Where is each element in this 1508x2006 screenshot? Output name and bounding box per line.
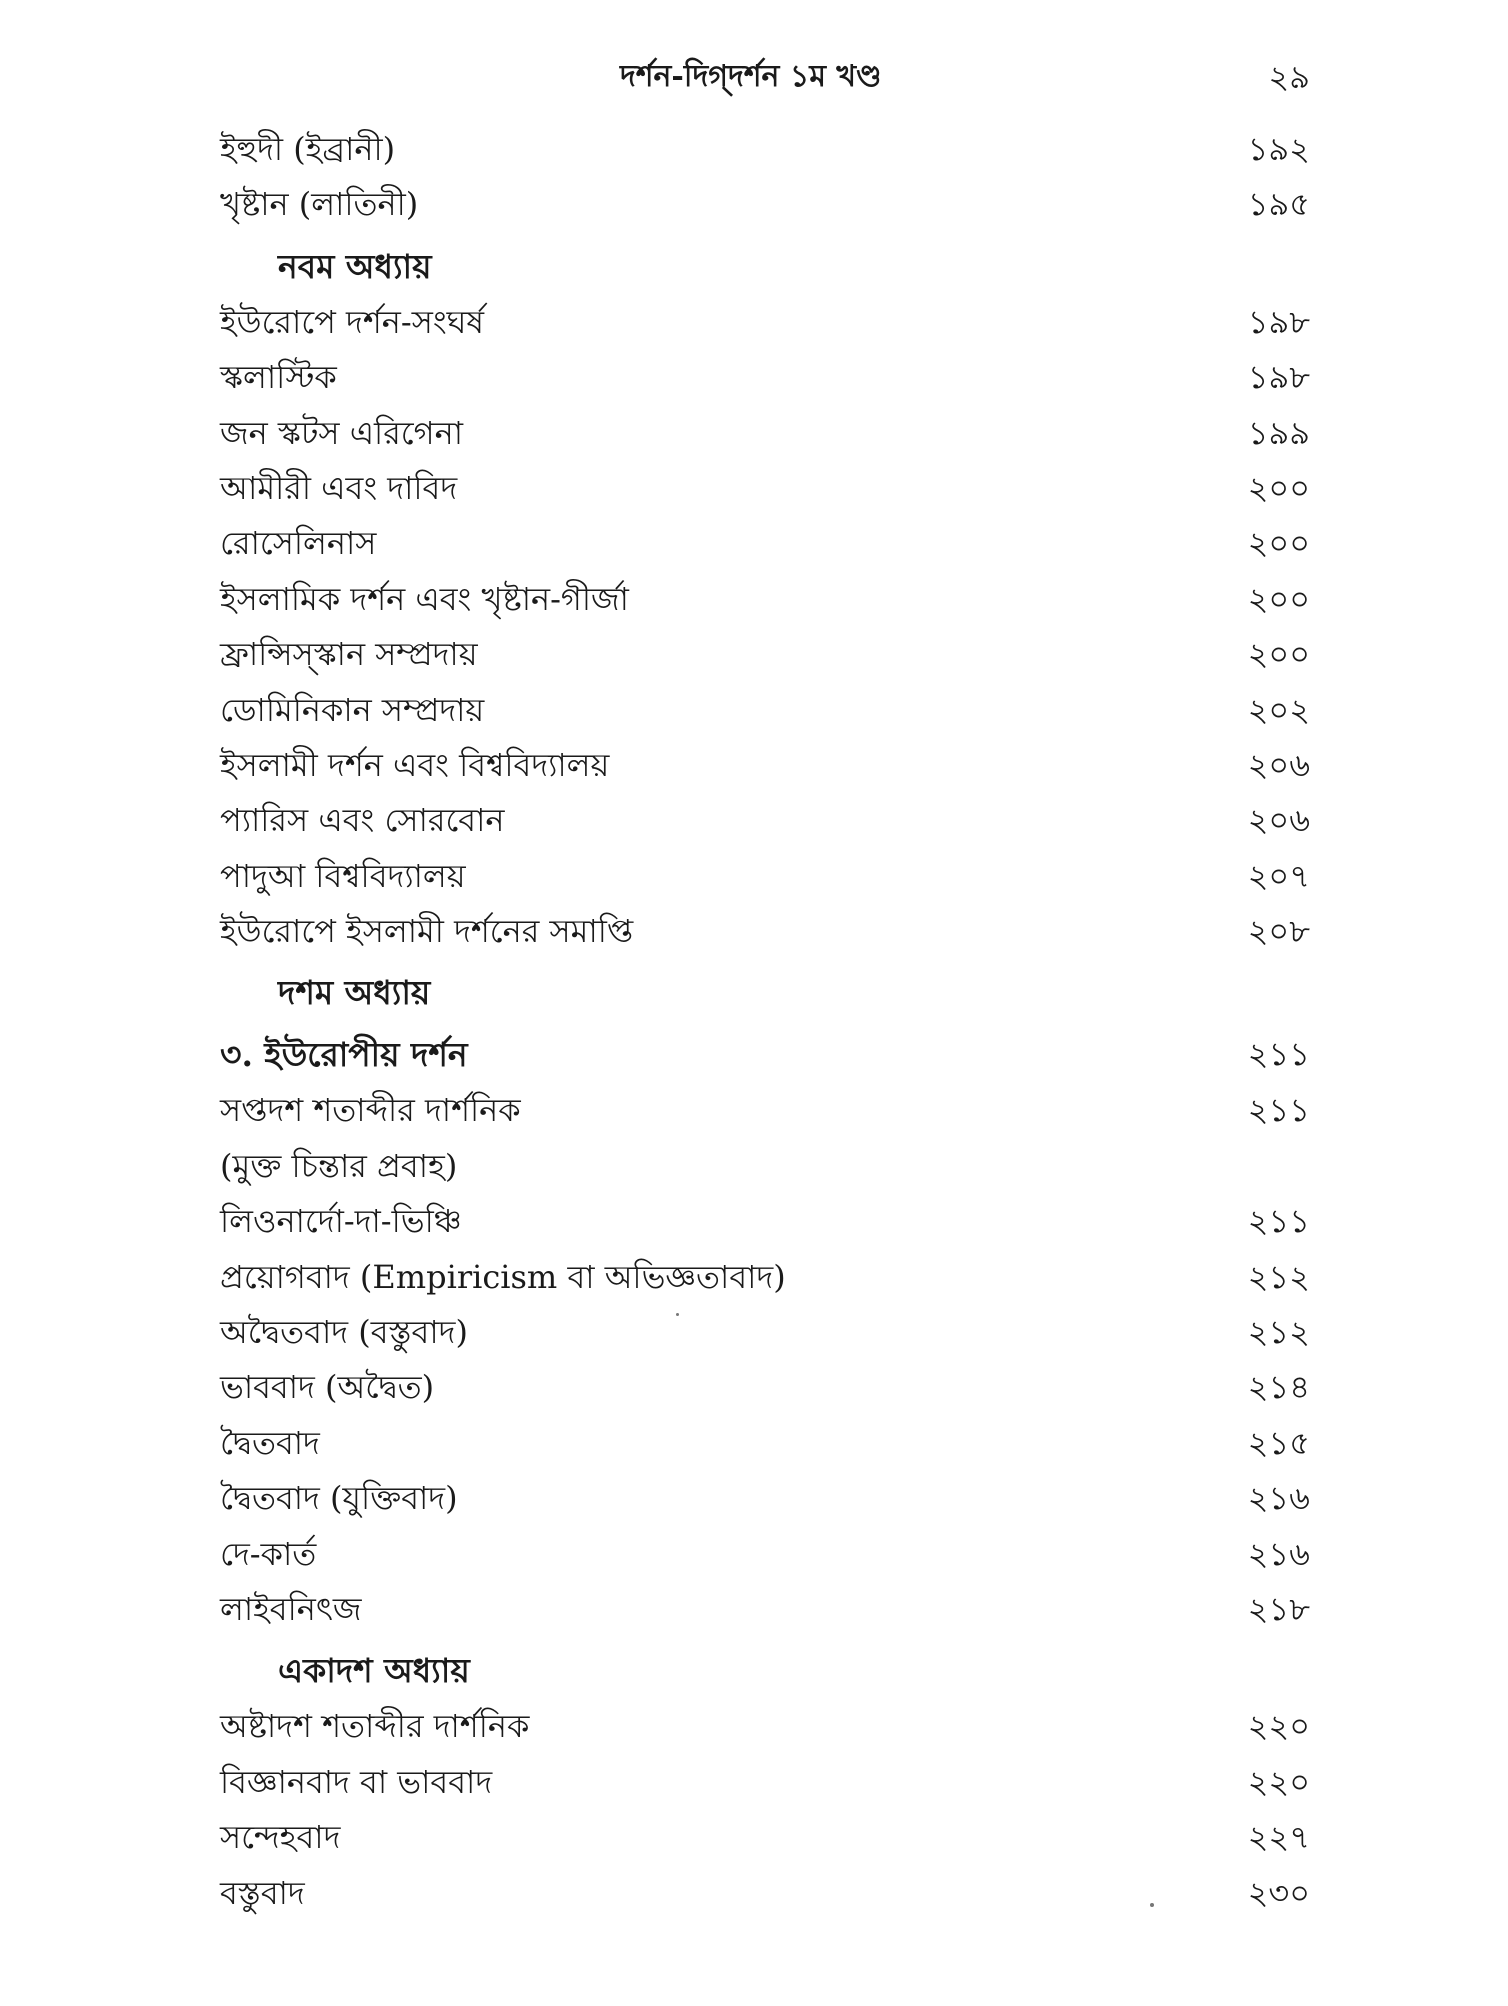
toc-entry (220, 1862, 1310, 1917)
toc-entry-page: ১৯২ (1247, 130, 1310, 168)
toc-entry (220, 568, 1310, 623)
toc-entry (220, 1578, 1310, 1633)
toc-entry (220, 734, 1310, 789)
toc-entry-title: বস্তুবাদ (220, 1873, 305, 1912)
toc-entry (220, 173, 1310, 228)
toc-entry (220, 1190, 1310, 1245)
page-number: ২৯ (1268, 58, 1310, 96)
chapter-heading (220, 1633, 1310, 1695)
toc-entry-title: প্রয়োগবাদ (Empiricism বা অভিজ্ঞতাবাদ) (220, 1257, 786, 1296)
toc-entry-title: আমীরী এবং দাবিদ (220, 468, 458, 507)
toc-entry-title: সপ্তদশ শতাব্দীর দার্শনিক (220, 1091, 521, 1130)
toc-entry-title: ইউরোপে ইসলামী দর্শনের সমাপ্তি (220, 912, 634, 951)
toc-entry-page: ২১২ (1247, 1257, 1310, 1296)
toc-entry (220, 1135, 1310, 1190)
toc-entry (220, 623, 1310, 678)
toc-entry (220, 1412, 1310, 1467)
toc-entry-page: ২১৬ (1247, 1534, 1310, 1573)
toc-entry-page: ১৯৯ (1247, 413, 1310, 452)
toc-entry (220, 845, 1310, 900)
toc-entry-page: ২১৬ (1247, 1479, 1310, 1518)
toc-entry (220, 1695, 1310, 1750)
toc-entry-title: ইউরোপে দর্শন-সংঘর্ষ (220, 302, 485, 341)
toc-entry-page: ২২০ (1247, 1707, 1310, 1746)
toc-entry-title: স্কলাস্টিক (220, 358, 337, 397)
toc-entry-title: দশম অধ্যায় (278, 973, 431, 1013)
toc-entry-page: ২১১ (1247, 1202, 1310, 1241)
toc-entry-page: ২১১ (1247, 1035, 1310, 1074)
toc-entry (220, 402, 1310, 457)
toc-entry-page: ২১১ (1247, 1091, 1310, 1130)
section-heading (220, 1017, 1310, 1079)
toc-entry-title: খৃষ্টান (লাতিনী) (220, 185, 419, 224)
toc-entry (220, 512, 1310, 567)
toc-entry (220, 118, 1310, 173)
toc-entry-title: সন্দেহবাদ (220, 1818, 341, 1857)
toc-entry-title: অষ্টাদশ শতাব্দীর দার্শনিক (220, 1707, 530, 1746)
table-of-contents (220, 118, 1310, 1917)
toc-entry (220, 1079, 1310, 1134)
toc-entry-title: ইহুদী (ইব্রানী) (220, 130, 396, 168)
toc-entry (220, 679, 1310, 734)
toc-entry-page: ১৯৮ (1247, 302, 1310, 341)
toc-entry (220, 1467, 1310, 1522)
toc-entry-title: দ্বৈতবাদ (220, 1423, 320, 1462)
toc-entry-title: ফ্রান্সিস্‌স্কান সম্প্রদায় (220, 635, 478, 674)
toc-entry-title: ইসলামী দর্শন এবং বিশ্ববিদ্যালয় (220, 745, 610, 784)
toc-entry-page: ২০০ (1247, 468, 1310, 507)
toc-entry-title: লিওনার্দো-দা-ভিঞ্চি (220, 1202, 462, 1241)
toc-entry (220, 1246, 1310, 1301)
running-header-title: দর্শন-দিগ্‌দর্শন ১ম খণ্ড (620, 59, 882, 94)
toc-entry (220, 900, 1310, 955)
toc-entry-title: ইসলামিক দর্শন এবং খৃষ্টান-গীর্জা (220, 579, 629, 618)
print-speck (676, 1313, 679, 1316)
toc-entry-page: ২০০ (1247, 635, 1310, 674)
toc-entry-title: একাদশ অধ্যায় (278, 1651, 470, 1691)
toc-entry-page: ২১২ (1247, 1313, 1310, 1352)
chapter-heading (220, 229, 1310, 291)
toc-entry-page: ২০২ (1247, 690, 1310, 729)
toc-entry (220, 1751, 1310, 1806)
toc-entry (220, 346, 1310, 401)
toc-entry-page: ২০৬ (1247, 745, 1310, 784)
toc-entry-page: ২২০ (1247, 1762, 1310, 1801)
toc-entry-page: ১৯৮ (1247, 358, 1310, 397)
toc-entry-page: ২১৪ (1247, 1368, 1310, 1407)
toc-entry-title: প্যারিস এবং সোরবোন (220, 801, 505, 840)
toc-entry (220, 1806, 1310, 1861)
running-header (0, 52, 1508, 102)
toc-entry-page: ২০০ (1247, 524, 1310, 563)
toc-entry-title: বিজ্ঞানবাদ বা ভাববাদ (220, 1762, 493, 1801)
toc-entry-title: জন স্কটস এরিগেনা (220, 413, 464, 452)
toc-entry (220, 457, 1310, 512)
chapter-heading (220, 955, 1310, 1017)
toc-entry-title: পাদুআ বিশ্ববিদ্যালয় (220, 856, 466, 895)
toc-entry-title: দ্বৈতবাদ (যুক্তিবাদ) (220, 1479, 458, 1518)
print-speck (1150, 1903, 1154, 1907)
toc-entry (220, 1523, 1310, 1578)
toc-entry-title: ৩. ইউরোপীয় দর্শন (220, 1035, 468, 1075)
toc-entry-page: ১৯৫ (1247, 185, 1310, 224)
toc-entry-title: ডোমিনিকান সম্প্রদায় (220, 690, 485, 729)
toc-entry-title: রোসেলিনাস (220, 524, 377, 563)
toc-entry-title: লাইবনিৎজ (220, 1589, 362, 1628)
toc-entry-title: অদ্বৈতবাদ (বস্তুবাদ) (220, 1313, 468, 1352)
toc-entry-title: দে-কার্ত (220, 1534, 317, 1573)
toc-entry-page: ২২৭ (1247, 1818, 1310, 1857)
toc-entry (220, 1301, 1310, 1356)
toc-entry-page: ২০৭ (1247, 856, 1310, 895)
toc-entry (220, 789, 1310, 844)
toc-entry (220, 1356, 1310, 1411)
toc-entry (220, 291, 1310, 346)
toc-entry-page: ২৩০ (1247, 1873, 1310, 1912)
toc-entry-title: (মুক্ত চিন্তার প্রবাহ) (220, 1146, 458, 1185)
toc-entry-title: ভাববাদ (অদ্বৈত) (220, 1368, 435, 1407)
toc-entry-page: ২০৬ (1247, 801, 1310, 840)
toc-entry-page: ২১৮ (1247, 1589, 1310, 1628)
toc-entry-title: নবম অধ্যায় (278, 246, 432, 286)
toc-entry-page: ২১৫ (1247, 1423, 1310, 1462)
toc-entry-page: ২০৮ (1247, 912, 1310, 951)
toc-entry-page: ২০০ (1247, 579, 1310, 618)
